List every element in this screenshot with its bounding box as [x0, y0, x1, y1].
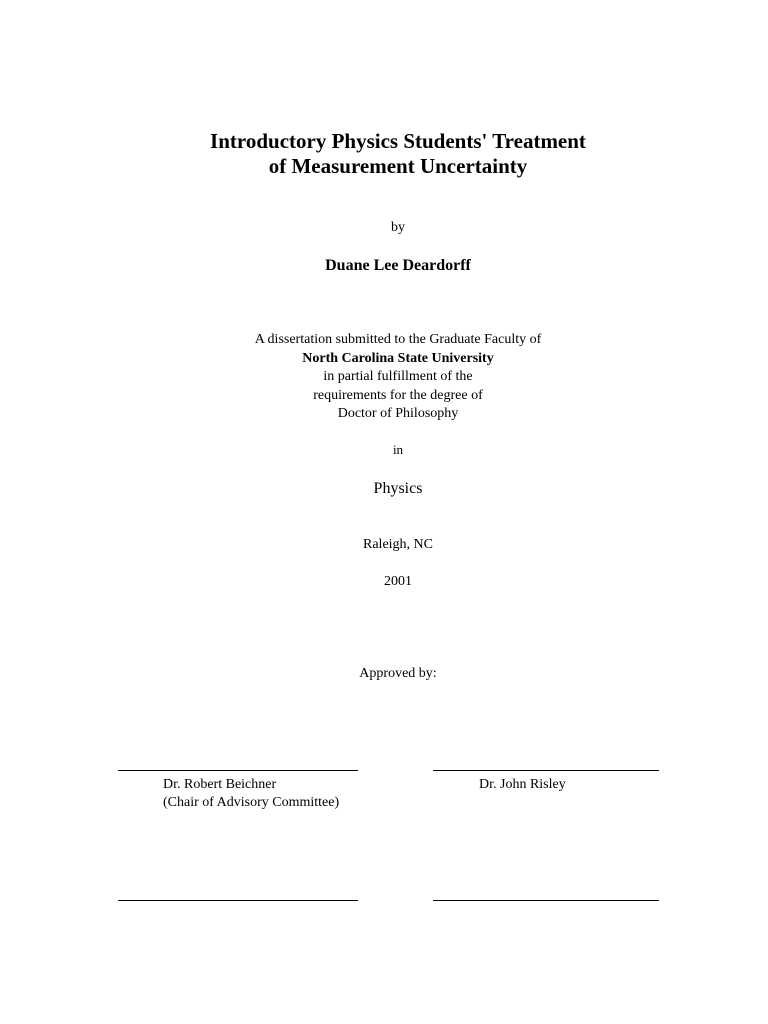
location: Raleigh, NC	[363, 537, 433, 552]
by-label: by	[391, 220, 405, 235]
signatory-left-role: (Chair of Advisory Committee)	[163, 795, 340, 810]
degree-name: Doctor of Philosophy	[337, 406, 459, 421]
year: 2001	[384, 574, 412, 589]
submission-line-1: A dissertation submitted to the Graduate Faculty of	[254, 332, 542, 347]
signature-line-right-1	[433, 770, 659, 771]
signatory-right-name: Dr. John Risley	[479, 777, 566, 792]
signature-line-right-2	[433, 900, 659, 901]
approved-by-label: Approved by:	[359, 666, 437, 681]
title-line-1: Introductory Physics Students' Treatment	[210, 129, 586, 153]
dissertation-title	[0, 129, 768, 179]
submission-statement	[0, 331, 768, 424]
submission-line-3: in partial fulfillment of the	[323, 369, 473, 384]
author-name: Duane Lee Deardorff	[325, 257, 471, 274]
signatory-left	[163, 776, 339, 812]
signature-line-left-2	[118, 900, 358, 901]
in-label: in	[392, 442, 404, 457]
signature-line-left-1	[118, 770, 358, 771]
university-name: North Carolina State University	[302, 350, 494, 366]
signatory-left-name: Dr. Robert Beichner	[163, 777, 277, 792]
submission-line-4: requirements for the degree of	[313, 387, 483, 403]
field-of-study: Physics	[373, 480, 423, 497]
title-line-2: of Measurement Uncertainty	[268, 154, 528, 178]
